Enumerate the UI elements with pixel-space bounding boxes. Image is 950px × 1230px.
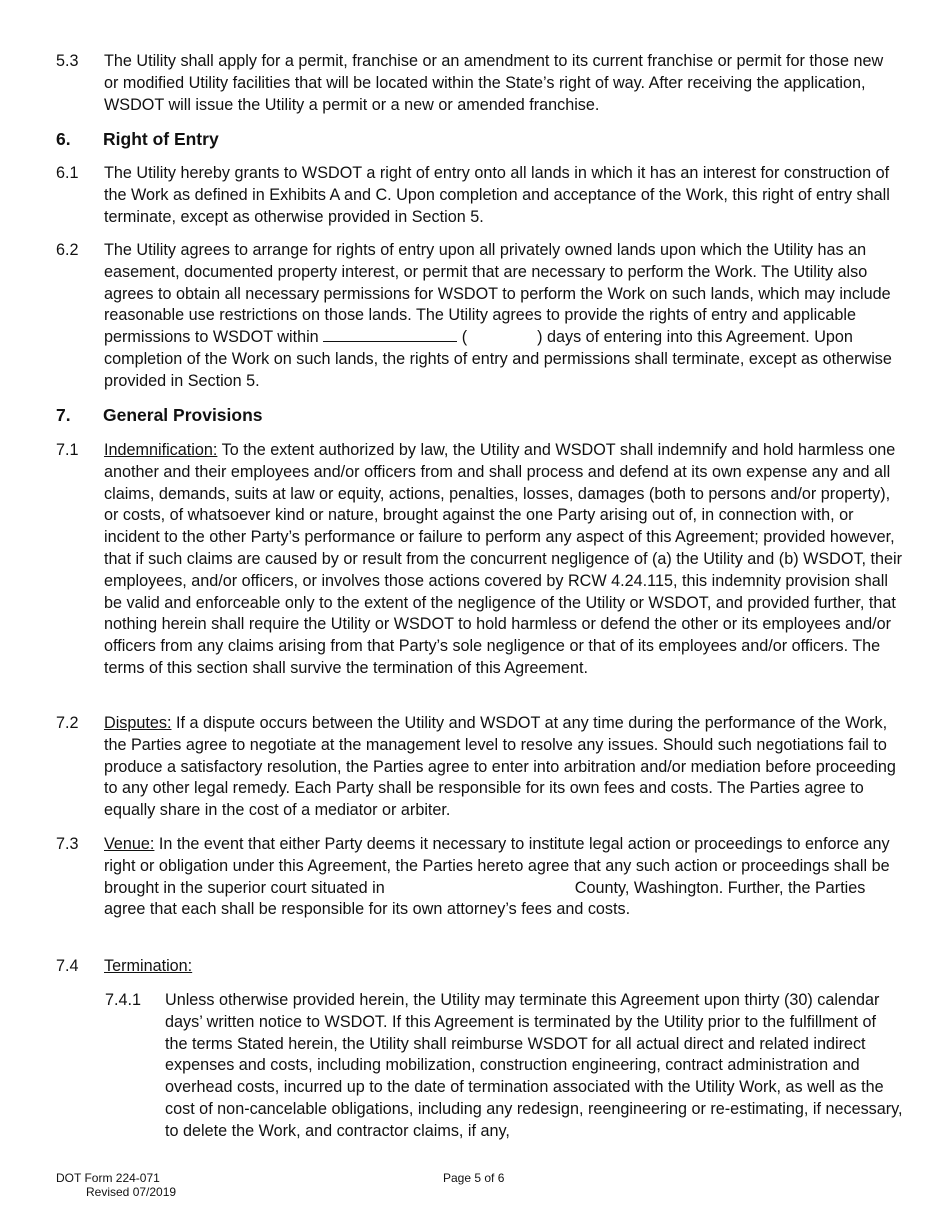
section-number: 6.2 bbox=[56, 241, 79, 259]
section-text: The Utility hereby grants to WSDOT a right of entry onto all lands in which it has an interest for construction of the Work as defined in Exhibits A and C. Upon completion and acceptance of the Work, this right of entry shall terminate, except as otherwise provided in Section 5. bbox=[104, 164, 890, 226]
section-text bbox=[104, 956, 902, 978]
section-5-3 bbox=[56, 51, 902, 116]
section-6-1 bbox=[56, 163, 902, 228]
section-text: Indemnification: To the extent authorized by law, the Utility and WSDOT shall indemnify and hold harmless one another and their employees and/or officers from and shall process and defend at its own expense any and all claims, demands, suits at law or equity, actions, penalties, losses, damages (both to persons and/or property), or costs, of whatsoever kind or nature, brought against the one Party arising out of, in connection with, or incident to the other Party’s performance or failure to perform any aspect of this Agreement; provided however, that if such claims are caused by or result from the concurrent negligence of (a) the Utility and (b) WSDOT, their employees, and/or officers, or involves those actions covered by RCW 4.24.115, this indemnity provision shall be valid and enforceable only to the extent of the negligence of the Utility or WSDOT, and provided further, that nothing herein shall require the Utility or WSDOT to hold harmless or defend the other or its employees and/or officers from any claims arising from that Party’s sole negligence or that of its employees and/or officers. The terms of this section shall survive the termination of this Agreement. bbox=[104, 441, 903, 677]
section-7-4 bbox=[56, 956, 902, 978]
heading-right-of-entry bbox=[56, 128, 219, 150]
footer-page-number: Page 5 of 6 bbox=[443, 1171, 505, 1185]
heading-title: General Provisions bbox=[103, 405, 263, 425]
section-7-2 bbox=[56, 713, 902, 822]
section-number: 7.3 bbox=[56, 835, 79, 853]
section-number: 7.2 bbox=[56, 714, 79, 732]
section-7-1 bbox=[56, 440, 902, 680]
section-7-4-1 bbox=[105, 990, 903, 1143]
section-text: Unless otherwise provided herein, the Utility may terminate this Agreement upon thirty (30) calendar days’ written notice to WSDOT. If this Agreement is terminated by the Utility prior to the fulfillment of the terms Stated herein, the Utility shall reimburse WSDOT for all actual direct and related indirect expenses and costs, including mobilization, construction engineering, contract administration and overhead costs, incurred up to the date of termination associated with the Utility Work, as well as the cost of non-cancelable obligations, including any redesign, reengineering or re-estimating, if necessary, to delete the Work, and contractor claims, if any, bbox=[165, 991, 903, 1140]
heading-number: 6. bbox=[56, 129, 71, 149]
section-text: Venue: In the event that either Party deems it necessary to institute legal action or proceedings to enforce any right or obligation under this Agreement, the Parties hereto agree that any such action or proceedings shall be brought in the superior court situated in County, Washington. Further, the Parties agree that each shall be responsible for its own attorney’s fees and costs. bbox=[104, 835, 890, 919]
days-written-blank[interactable] bbox=[323, 327, 457, 342]
section-text: The Utility agrees to arrange for rights of entry upon all privately owned lands upon which the Utility has an easement, documented property interest, or permit that are necessary to perform the Work. The Utility also agrees to obtain all necessary permissions for WSDOT to perform the Work on such lands, which may include reasonable use restrictions on those lands. The Utility agrees to provide the rights of entry and applicable permissions to WSDOT within ( ) days of entering into this Agreement. Upon completion of the Work on such lands, the rights of entry and permissions shall terminate, except as otherwise provided in Section 5. bbox=[104, 241, 892, 390]
section-label: Venue: bbox=[104, 835, 155, 853]
section-label: Disputes: bbox=[104, 714, 172, 732]
section-text: Disputes: If a dispute occurs between the Utility and WSDOT at any time during the performance of the Work, the Parties agree to negotiate at the management level to resolve any issues. Should such negotiations fail to produce a satisfactory resolution, the Parties agree to enter into arbitration and/or mediation before proceeding to any other legal remedy. Each Party shall be responsible for its own fees and costs. The Parties agree to equally share in the cost of a mediator or arbiter. bbox=[104, 714, 896, 820]
section-6-2 bbox=[56, 240, 902, 393]
heading-number: 7. bbox=[56, 405, 71, 425]
footer-form-number: DOT Form 224-071 bbox=[56, 1171, 160, 1185]
heading-general-provisions bbox=[56, 404, 263, 426]
section-text: The Utility shall apply for a permit, franchise or an amendment to its current franchise or permit for those new or modified Utility facilities that will be located within the State’s right of way. After receiving the application, WSDOT will issue the Utility a permit or a new or amended franchise. bbox=[104, 52, 884, 114]
section-number: 5.3 bbox=[56, 52, 79, 70]
footer-revised: Revised 07/2019 bbox=[86, 1185, 177, 1199]
section-label: Termination: bbox=[104, 957, 193, 975]
section-number: 7.4.1 bbox=[105, 991, 142, 1009]
heading-title: Right of Entry bbox=[103, 129, 219, 149]
footer-form-info bbox=[56, 1171, 176, 1199]
section-number: 6.1 bbox=[56, 164, 79, 182]
section-number: 7.4 bbox=[56, 957, 79, 975]
section-label: Indemnification: bbox=[104, 441, 218, 459]
section-number: 7.1 bbox=[56, 441, 79, 459]
section-7-3 bbox=[56, 834, 902, 921]
